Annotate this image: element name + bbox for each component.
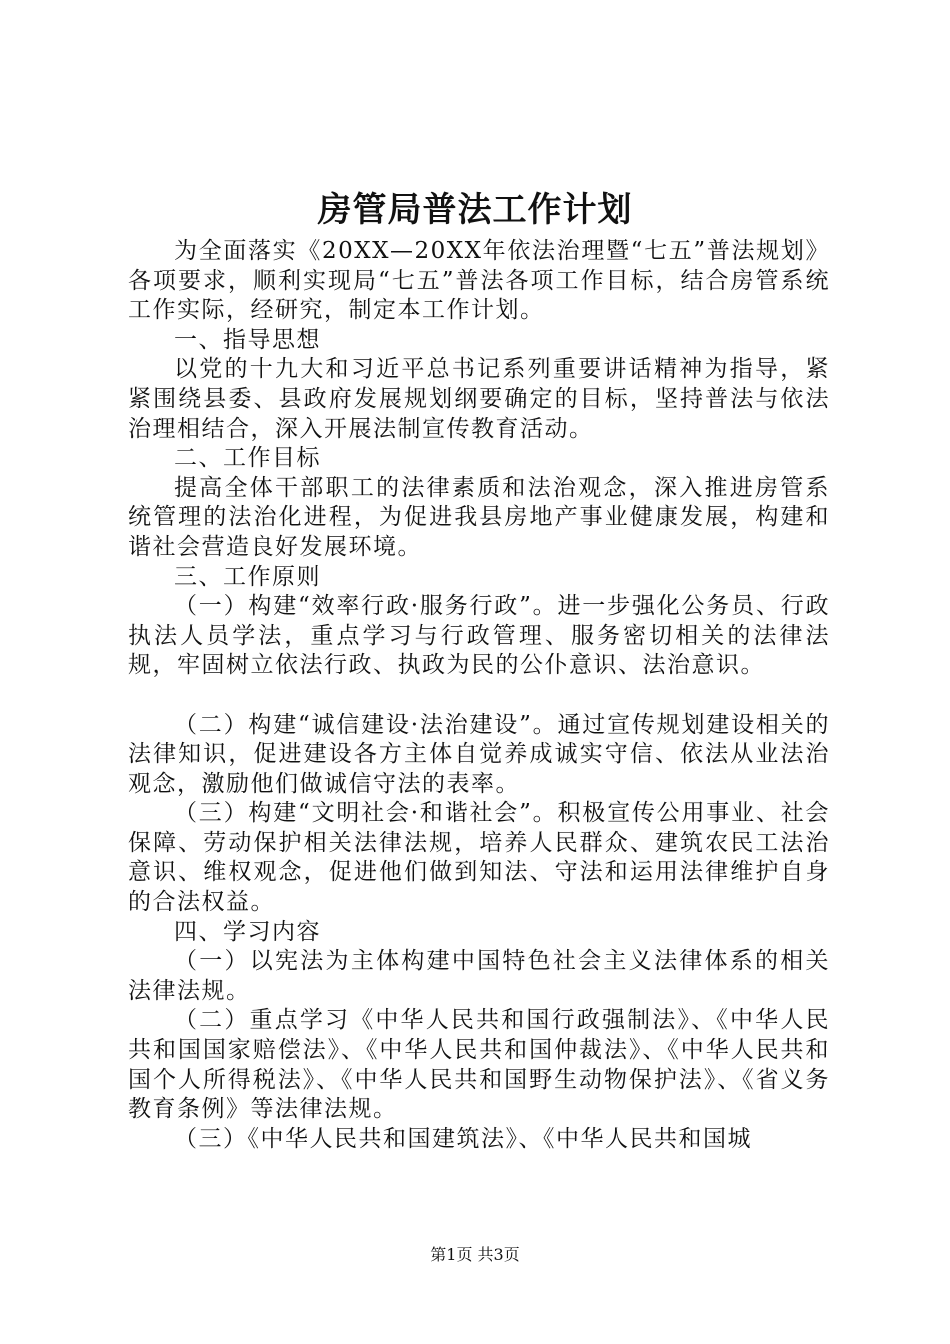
principle-item-2: （二）构建“诚信建设·法治建设”。通过宣传规划建设相关的法律知识，促进建设各方主体自觉养成诚实守信、依法从业法治观念，激励他们做诚信守法的表率。 [128, 711, 830, 797]
section-heading-work-goals: 二、工作目标 [174, 445, 321, 472]
document-title: 房管局普法工作计划 [317, 190, 633, 230]
study-item-2: （二）重点学习《中华人民共和国行政强制法》、《中华人民共和国国家赔偿法》、《中华人民共和国仲裁法》、《中华人民共和国个人所得税法》、《中华人民共和国野生动物保护法》、《省义务教育条例》等法律法规。 [128, 1007, 830, 1123]
document-body [128, 237, 830, 1154]
intro-paragraph: 为全面落实《20XX—20XX年依法治理暨“七五”普法规划》各项要求，顺利实现局“七五”普法各项工作目标，结合房管系统工作实际，经研究，制定本工作计划。 [128, 238, 830, 324]
section-heading-study-content: 四、学习内容 [174, 918, 321, 945]
body-paragraph: 以党的十九大和习近平总书记系列重要讲话精神为指导，紧紧围绕县委、县政府发展规划纲要确定的目标，坚持普法与依法治理相结合，深入开展法制宣传教育活动。 [128, 356, 830, 442]
section-heading-work-principles: 三、工作原则 [174, 563, 321, 590]
study-item-1: （一）以宪法为主体构建中国特色社会主义法律体系的相关法律法规。 [128, 948, 830, 1004]
study-item-3: （三）《中华人民共和国建筑法》、《中华人民共和国城 [174, 1125, 752, 1152]
principle-item-1: （一）构建“效率行政·服务行政”。进一步强化公务员、行政执法人员学法，重点学习与行政管理、服务密切相关的法律法规，牢固树立依法行政、执政为民的公仆意识、法治意识。 [128, 593, 830, 679]
principle-item-3: （三）构建“文明社会·和谐社会”。积极宣传公用事业、社会保障、劳动保护相关法律法规，培养人民群众、建筑农民工法治意识、维权观念，促进他们做到知法、守法和运用法律维护自身的合法权益。 [128, 800, 830, 916]
body-paragraph: 提高全体干部职工的法律素质和法治观念，深入推进房管系统管理的法治化进程，为促进我县房地产事业健康发展，构建和谐社会营造良好发展环境。 [128, 474, 830, 560]
page-number-footer: 第1页 共3页 [430, 1245, 520, 1264]
section-heading-guiding-ideology: 一、指导思想 [174, 326, 321, 353]
